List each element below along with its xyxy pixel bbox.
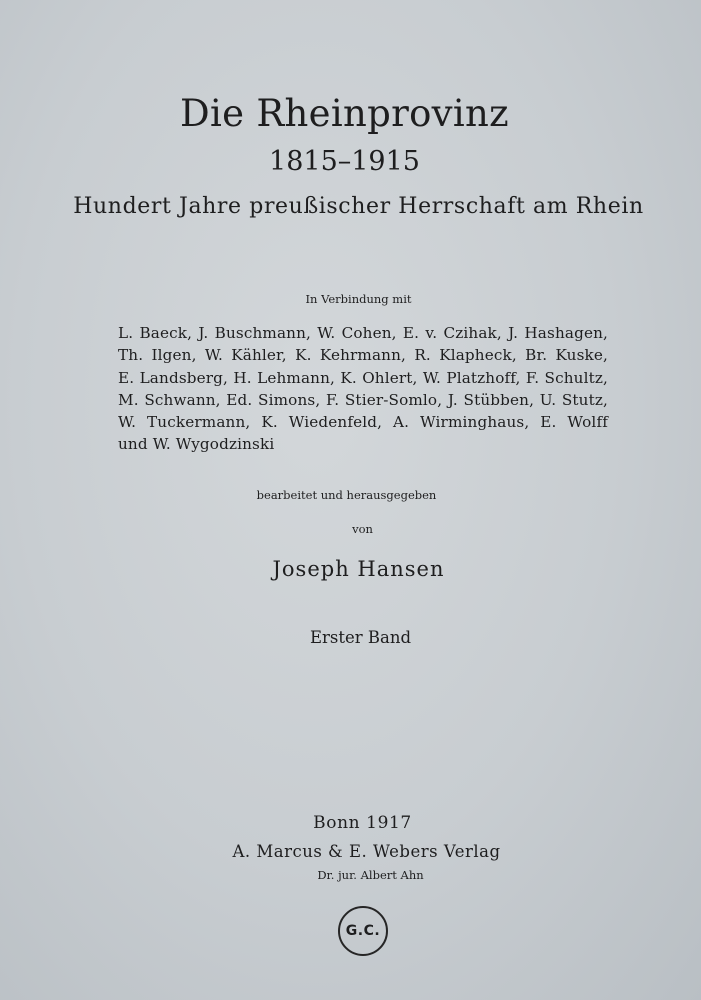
contributors-line: L. Baeck, J. Buschmann, W. Cohen, E. v. Czihak, J. Hashagen, — [118, 324, 608, 342]
bearbeitet-line: bearbeitet und herausgegeben — [256, 488, 437, 502]
contributors-line: E. Landsberg, H. Lehmann, K. Ohlert, W. Platzhoff, F. Schultz, — [118, 368, 608, 387]
contributors-line: M. Schwann, Ed. Simons, F. Stier-Somlo, J. Stübben, U. Stutz, — [118, 390, 608, 409]
contributors-line: und W. Wygodzinski — [118, 435, 275, 454]
book-title: Die Rheinprovinz — [180, 92, 509, 135]
years: 1815–1915 — [269, 146, 420, 177]
subtitle: Hundert Jahre preußischer Herrschaft am Rhein — [73, 194, 644, 219]
stamp-text: G.C. — [345, 923, 381, 939]
in-verbindung-mit: In Verbindung mit — [305, 292, 412, 306]
contributors-list — [118, 322, 608, 456]
von-line: von — [352, 522, 373, 536]
contributors-line: Th. Ilgen, W. Kähler, K. Kehrmann, R. Klapheck, Br. Kuske, — [118, 346, 608, 365]
contributors-line: W. Tuckermann, K. Wiedenfeld, A. Wirminghaus, E. Wolff — [118, 413, 608, 432]
volume-label: Erster Band — [309, 628, 412, 647]
author-name: Joseph Hansen — [272, 557, 445, 581]
publisher-owner: Dr. jur. Albert Ahn — [317, 868, 424, 882]
publisher: A. Marcus & E. Webers Verlag — [232, 842, 501, 861]
gc-stamp-icon — [338, 906, 388, 956]
place-year: Bonn 1917 — [313, 813, 412, 833]
